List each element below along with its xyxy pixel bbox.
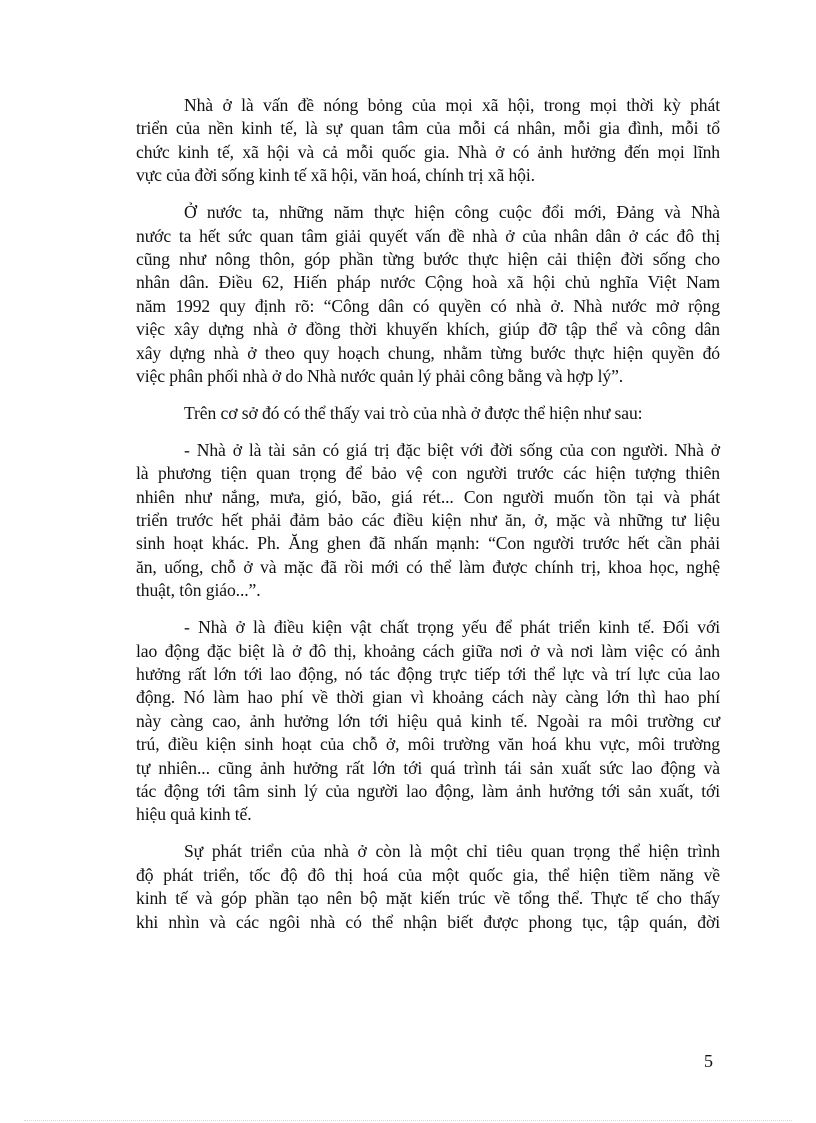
- paragraph-line: - Nhà ở là tài sản có giá trị đặc biệt với đời sống của con người. Nhà ở: [184, 439, 720, 460]
- paragraph-2: [136, 201, 720, 388]
- paragraph-line: năm 1992 quy định rõ: “Công dân có quyền có nhà ở. Nhà nước mở rộng: [136, 295, 720, 316]
- paragraph-line: ăn, uống, chỗ ở và mặc đã rồi mới có thể làm được chính trị, khoa học, nghệ: [136, 556, 720, 577]
- paragraph-line: cũng như nông thôn, góp phần từng bước thực hiện cải thiện đời sống cho: [136, 248, 720, 269]
- paragraph-line: là phương tiện quan trọng để bảo vệ con người trước các hiện tượng thiên: [136, 463, 720, 484]
- paragraph-line: việc phân phối nhà ở do Nhà nước quản lý phải công bằng và hợp lý”.: [136, 365, 624, 386]
- paragraph-3: [136, 402, 720, 425]
- paragraph-line: này càng cao, ảnh hưởng lớn tới hiệu quả kinh tế. Ngoài ra môi trường cư: [136, 710, 720, 731]
- paragraph-line: vực của đời sống kinh tế xã hội, văn hoá, chính trị xã hội.: [136, 165, 535, 186]
- paragraph-6: [136, 840, 720, 934]
- paragraph-1: [136, 94, 720, 188]
- paragraph-line: hiệu quả kinh tế.: [136, 804, 252, 825]
- page-bottom-divider: [24, 1120, 792, 1121]
- page-number: 5: [704, 1051, 713, 1071]
- paragraph-line: sinh hoạt khác. Ph. Ăng ghen đã nhấn mạnh: “Con người trước hết cần phải: [136, 533, 720, 554]
- paragraph-line: Ở nước ta, những năm thực hiện công cuộc đổi mới, Đảng và Nhà: [184, 202, 720, 223]
- paragraph-line: trú, điều kiện sinh hoạt của chỗ ở, môi trường văn hoá khu vực, môi trường: [136, 734, 720, 755]
- paragraph-line: Trên cơ sở đó có thể thấy vai trò của nhà ở được thể hiện như sau:: [184, 402, 643, 423]
- paragraph-line: thuật, tôn giáo...”.: [136, 580, 261, 601]
- paragraph-line: Nhà ở là vấn đề nóng bỏng của mọi xã hội, trong mọi thời kỳ phát: [184, 95, 720, 115]
- paragraph-line: khi nhìn và các ngôi nhà có thể nhận biết được phong tục, tập quán, đời: [136, 911, 720, 932]
- paragraph-line: xây dựng nhà ở theo quy hoạch chung, nhằm từng bước thực hiện quyền đó: [136, 342, 720, 363]
- paragraph-line: hưởng rất lớn tới lao động, nó tác động trực tiếp tới thể lực và trí lực của lao: [136, 663, 720, 684]
- paragraph-line: Sự phát triển của nhà ở còn là một chỉ tiêu quan trọng thể hiện trình: [184, 841, 720, 862]
- paragraph-5: [136, 616, 720, 827]
- paragraph-line: chức kinh tế, xã hội và cả mỗi quốc gia. Nhà ở có ảnh hưởng đến mọi lĩnh: [136, 141, 720, 162]
- paragraph-line: việc xây dựng nhà ở đồng thời khuyến khích, giúp đỡ tập thể và công dân: [136, 319, 720, 340]
- paragraph-line: nhân dân. Điều 62, Hiến pháp nước Cộng hoà xã hội chủ nghĩa Việt Nam: [136, 272, 720, 293]
- paragraph-line: - Nhà ở là điều kiện vật chất trọng yếu để phát triển kinh tế. Đối với: [184, 617, 720, 638]
- paragraph-line: triển trước hết phải đảm bảo các điều kiện như ăn, ở, mặc và những tư liệu: [136, 510, 720, 530]
- paragraph-line: nhiên như nắng, mưa, gió, bão, giá rét... Con người muốn tồn tại và phát: [136, 486, 720, 507]
- paragraph-line: tác động tới tâm sinh lý của người lao động, làm ảnh hưởng tới sản xuất, tới: [136, 780, 720, 801]
- paragraph-line: tự nhiên... cũng ảnh hưởng rất lớn tới quá trình tái sản xuất sức lao động và: [136, 757, 720, 778]
- paragraph-line: lao động đặc biệt là ở đô thị, khoảng cách giữa nơi ở và nơi làm việc có ảnh: [136, 640, 720, 661]
- paragraph-line: triển của nền kinh tế, là sự quan tâm của mỗi cá nhân, mỗi gia đình, mỗi tổ: [136, 118, 720, 139]
- paragraph-line: động. Nó làm hao phí về thời gian vì khoảng cách này càng lớn thì hao phí: [136, 687, 720, 708]
- paragraph-line: độ phát triển, tốc độ đô thị hoá của một quốc gia, thể hiện tiềm năng về: [136, 864, 720, 885]
- paragraph-4: [136, 439, 720, 603]
- paragraph-line: nước ta hết sức quan tâm giải quyết vấn đề nhà ở của nhân dân ở các đô thị: [136, 225, 720, 246]
- document-body: [136, 94, 720, 947]
- paragraph-line: kinh tế và góp phần tạo nên bộ mặt kiến trúc về tổng thể. Thực tế cho thấy: [136, 888, 720, 909]
